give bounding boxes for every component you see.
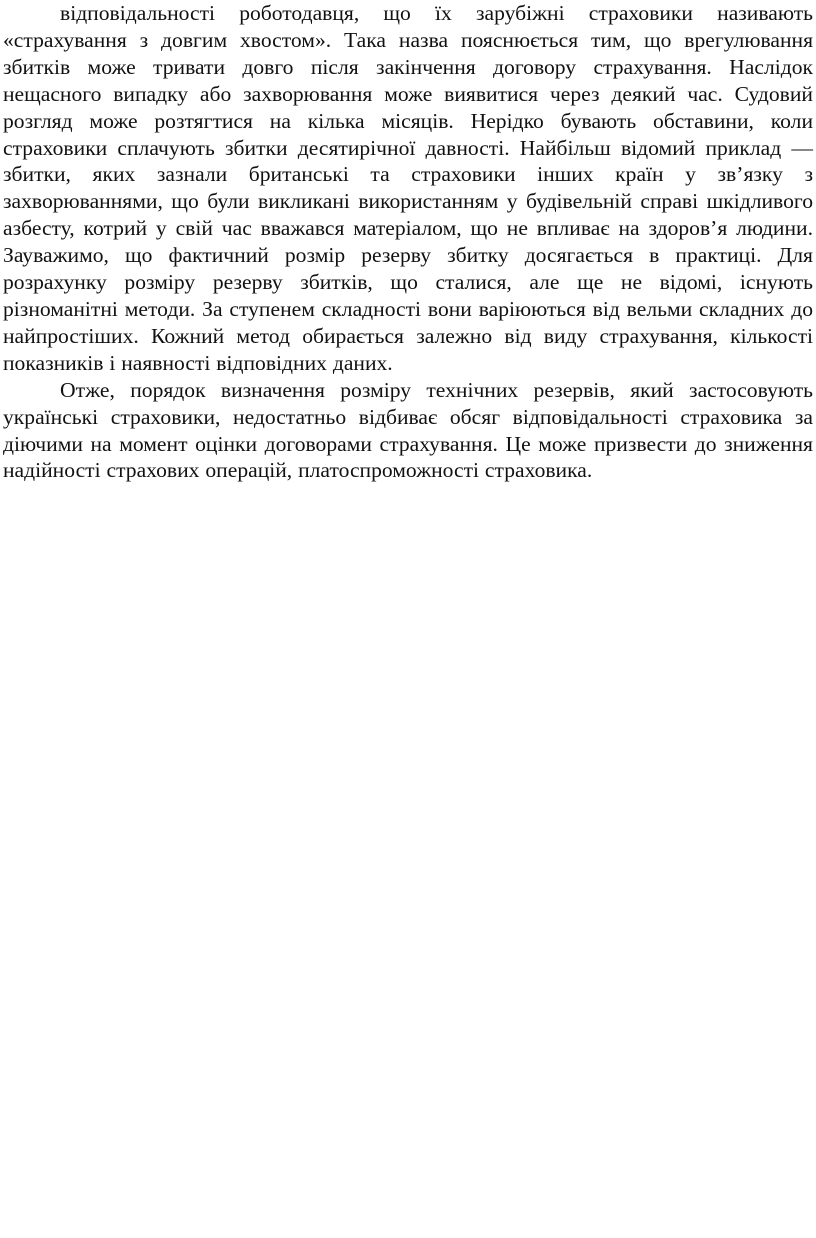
paragraph-2: Отже, порядок визначення розміру технічних резервів, який застосовують українські страховики, недостатньо відбиває обсяг відповідальності страховика за діючими на момент оцінки договорами страхування. Це може призвести до зниження надійності страхових операцій, платоспроможності страховика. bbox=[3, 377, 813, 483]
paragraph-1: відповідальності роботодавця, що їх зарубіжні страховики називають «страхування з довгим хвостом». Така назва пояснюється тим, що врегулювання збитків може тривати довго після закінчення договору страхування. Наслідок нещасного випадку або захворювання може виявитися через деякий час. Судовий розгляд може розтягтися на кілька місяців. Нерідко бувають обставини, коли страховики сплачують збитки десятирічної давності. Найбільш відомий приклад — збитки, яких зазнали британські та страховики інших країн у зв’язку з захворюваннями, що були викликані використанням у будівельній справі шкідливого азбесту, котрий у свій час вважався матеріалом, що не впливає на здоров’я людини. Зауважимо, що фактичний розмір резерву збитку досягається в практиці. Для розрахунку розміру резерву збитків, що сталися, але ще не відомі, існують різноманітні методи. За ступенем складності вони варіюються від вельми складних до найпростіших. Кожний метод обирається залежно від виду страхування, кількості показників і наявності відповідних даних. bbox=[3, 1, 813, 375]
body-text bbox=[3, 0, 813, 484]
